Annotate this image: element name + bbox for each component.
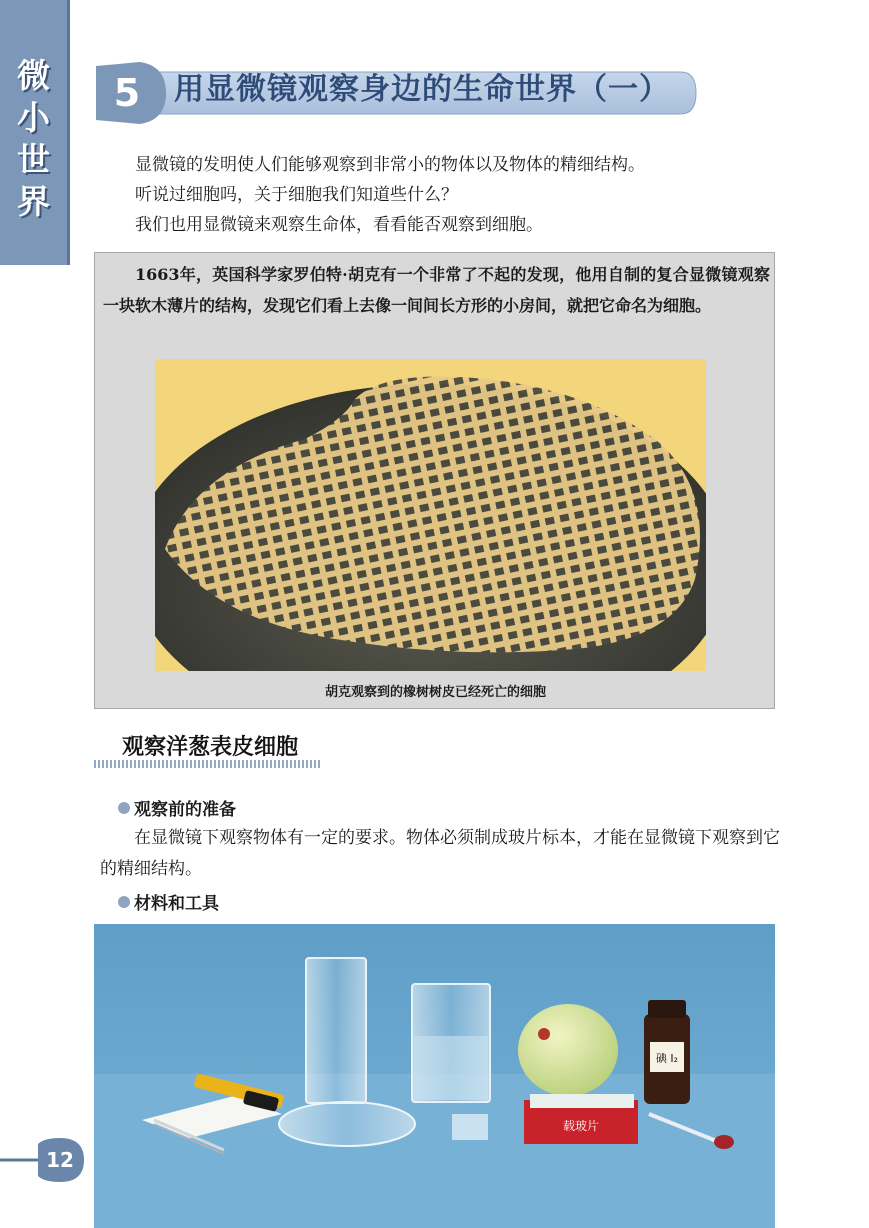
- story-text: 1663年，英国科学家罗伯特·胡克有一个非常了不起的发现，他用自制的复合显微镜观察一块软木薄片的结构，发现它们看上去像一间间长方形的小房间，就把它命名为细胞。: [103, 265, 770, 315]
- intro-line: 显微镜的发明使人们能够观察到非常小的物体以及物体的精细结构。: [135, 155, 645, 175]
- bullet-label: 材料和工具: [134, 894, 219, 914]
- lesson-title-banner: [96, 62, 701, 124]
- bullet-dot-icon: [118, 802, 130, 814]
- chapter-tab-char: 世: [17, 140, 50, 179]
- materials-photo: [94, 924, 775, 1228]
- photo-caption: 胡克观察到的橡树树皮已经死亡的细胞: [324, 685, 546, 700]
- chapter-tab-char: 界: [17, 182, 50, 221]
- section-divider: [94, 760, 320, 768]
- bullet-materials: [118, 889, 219, 914]
- bullet-label: 观察前的准备: [134, 800, 236, 820]
- bullet-dot-icon: [118, 896, 130, 908]
- iodine-bottle-label: 碘 I₂: [655, 1052, 679, 1065]
- hooke-story-box: [94, 252, 775, 709]
- chapter-side-tab: [0, 0, 70, 265]
- cork-cells-photo: [155, 359, 706, 671]
- section-heading: 观察洋葱表皮细胞: [122, 735, 299, 760]
- intro-line: 听说过细胞吗，关于细胞我们知道些什么？: [135, 185, 458, 205]
- intro-line: 我们也用显微镜来观察生命体，看看能否观察到细胞。: [135, 215, 543, 235]
- materials-illustration: [94, 924, 775, 1228]
- bullet-prep: [118, 795, 236, 820]
- cork-cells-illustration: [155, 359, 706, 671]
- lesson-number: 5: [113, 71, 141, 115]
- prep-paragraph: 在显微镜下观察物体有一定的要求。物体必须制成玻片标本，才能在显微镜下观察到它的精细结构。: [100, 828, 780, 879]
- chapter-tab-char: 小: [17, 98, 50, 137]
- intro-text: [135, 150, 795, 240]
- page-title: 用显微镜观察身边的生命世界（一）: [174, 72, 670, 107]
- page-number: 12: [46, 1148, 74, 1172]
- chapter-tab-char: 微: [17, 56, 50, 95]
- slide-box-label: 载玻片: [562, 1119, 600, 1133]
